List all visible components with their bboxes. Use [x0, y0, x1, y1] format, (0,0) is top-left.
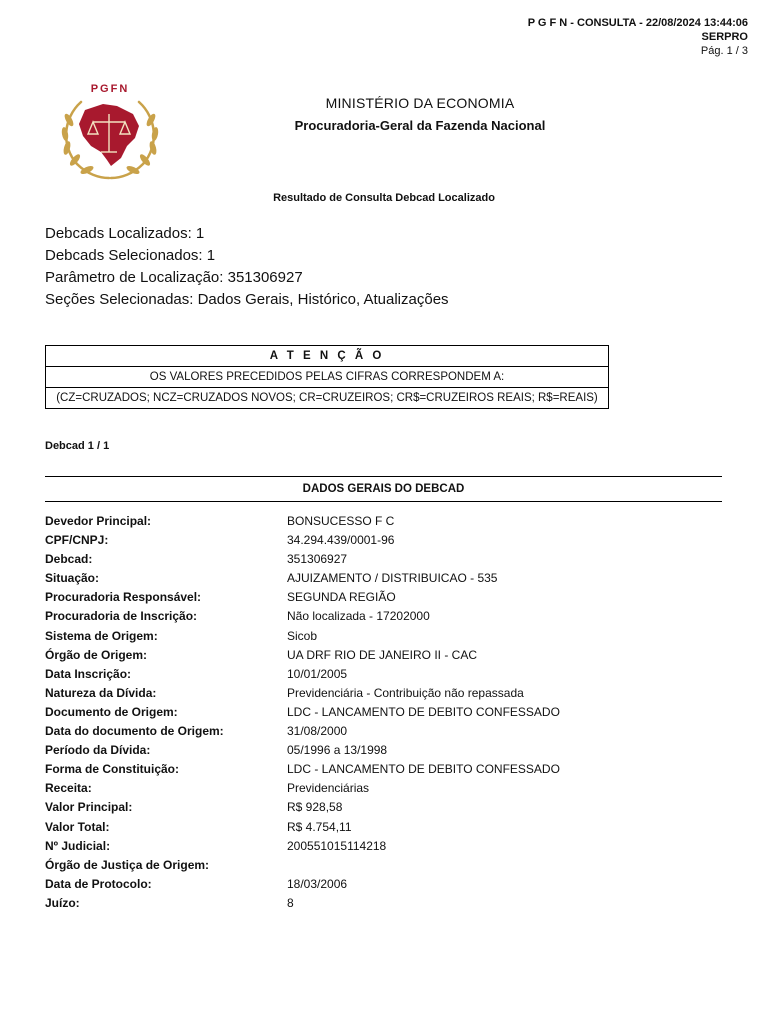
field-label: Valor Total: — [45, 819, 110, 834]
field-value: Não localizada - 17202000 — [287, 609, 430, 624]
report-header — [528, 16, 748, 58]
field-value: R$ 4.754,11 — [287, 819, 352, 834]
param-location: Parâmetro de Localização: 351306927 — [45, 269, 303, 286]
field-label: Juízo: — [45, 895, 80, 910]
field-row — [45, 856, 725, 875]
field-value: BONSUCESSO F C — [287, 514, 395, 528]
param-sections: Seções Selecionadas: Dados Gerais, Histórico, Atualizações — [45, 291, 449, 308]
field-label: Data de Protocolo: — [45, 876, 152, 891]
ministry-title: MINISTÉRIO DA ECONOMIA — [325, 95, 515, 111]
field-label: Período da Dívida: — [45, 743, 151, 758]
field-label: Nº Judicial: — [45, 838, 111, 853]
svg-text:PGFN: PGFN — [90, 83, 130, 95]
search-parameters — [45, 223, 449, 311]
field-value: LDC - LANCAMENTO DE DEBITO CONFESSADO — [287, 762, 560, 777]
field-row — [45, 741, 725, 760]
field-label: Data do documento de Origem: — [45, 724, 224, 739]
pgfn-logo-icon — [55, 80, 165, 182]
field-row — [45, 722, 725, 741]
field-row — [45, 894, 725, 913]
field-label: CPF/CNPJ: — [45, 533, 109, 548]
issuer-label: SERPRO — [701, 31, 748, 43]
general-data-fields — [45, 512, 725, 913]
field-value: R$ 928,58 — [287, 800, 343, 815]
field-label: Procuradoria de Inscrição: — [45, 609, 198, 624]
field-row — [45, 837, 725, 856]
field-row — [45, 569, 725, 588]
field-label: Data Inscrição: — [45, 666, 132, 681]
field-label: Natureza da Dívida: — [45, 685, 157, 700]
result-title: Resultado de Consulta Debcad Localizado — [273, 192, 495, 204]
field-row — [45, 798, 725, 817]
field-row — [45, 531, 725, 550]
field-row — [45, 550, 725, 569]
field-label: Procuradoria Responsável: — [45, 590, 202, 605]
attention-title: A T E N Ç Ã O — [46, 346, 608, 367]
field-value: 05/1996 a 13/1998 — [287, 743, 388, 758]
field-value: Sicob — [287, 628, 318, 643]
field-value: 34.294.439/0001-96 — [287, 533, 395, 548]
field-value: 200551015114218 — [287, 838, 387, 853]
consulta-timestamp: P G F N - CONSULTA - 22/08/2024 13:44:06 — [527, 17, 748, 29]
field-row — [45, 665, 725, 684]
field-label: Devedor Principal: — [45, 514, 152, 528]
field-value: Previdenciárias — [287, 781, 370, 796]
field-label: Receita: — [45, 781, 92, 796]
field-row — [45, 684, 725, 703]
field-row — [45, 512, 725, 531]
field-value: SEGUNDA REGIÃO — [287, 590, 396, 605]
field-label: Órgão de Origem: — [45, 647, 148, 662]
field-value: Previdenciária - Contribuição não repassada — [287, 685, 524, 700]
field-value: 31/08/2000 — [287, 724, 348, 739]
field-row — [45, 588, 725, 607]
field-value: AJUIZAMENTO / DISTRIBUICAO - 535 — [287, 571, 498, 586]
attention-box — [45, 345, 609, 409]
param-located: Debcads Localizados: 1 — [45, 225, 205, 242]
field-row — [45, 875, 725, 894]
field-label: Situação: — [45, 571, 100, 586]
field-value: 8 — [287, 895, 294, 910]
field-label: Documento de Origem: — [45, 704, 178, 719]
field-label: Órgão de Justiça de Origem: — [45, 857, 210, 872]
field-value — [287, 856, 725, 875]
field-label: Valor Principal: — [45, 800, 133, 815]
ministry-subtitle: Procuradoria-Geral da Fazenda Nacional — [294, 118, 546, 133]
page-number: Pág. 1 / 3 — [700, 45, 748, 57]
field-row — [45, 646, 725, 665]
field-row — [45, 818, 725, 837]
param-selected: Debcads Selecionados: 1 — [45, 247, 216, 264]
field-label: Forma de Constituição: — [45, 762, 180, 777]
field-row — [45, 760, 725, 779]
field-row — [45, 779, 725, 798]
field-row — [45, 627, 725, 646]
field-row — [45, 607, 725, 626]
field-value: LDC - LANCAMENTO DE DEBITO CONFESSADO — [287, 704, 560, 719]
field-value: 18/03/2006 — [287, 876, 348, 891]
field-value: 10/01/2005 — [287, 666, 348, 681]
field-label: Debcad: — [45, 552, 93, 567]
field-label: Sistema de Origem: — [45, 628, 158, 643]
debcad-counter: Debcad 1 / 1 — [45, 440, 110, 452]
field-row — [45, 703, 725, 722]
field-value: 351306927 — [287, 552, 348, 567]
field-value: UA DRF RIO DE JANEIRO II - CAC — [287, 647, 478, 662]
attention-line-1: OS VALORES PRECEDIDOS PELAS CIFRAS CORRESPONDEM A: — [46, 367, 608, 388]
attention-line-2: (CZ=CRUZADOS; NCZ=CRUZADOS NOVOS; CR=CRUZEIROS; CR$=CRUZEIROS REAIS; R$=REAIS) — [56, 392, 598, 404]
section-title: DADOS GERAIS DO DEBCAD — [45, 476, 722, 502]
